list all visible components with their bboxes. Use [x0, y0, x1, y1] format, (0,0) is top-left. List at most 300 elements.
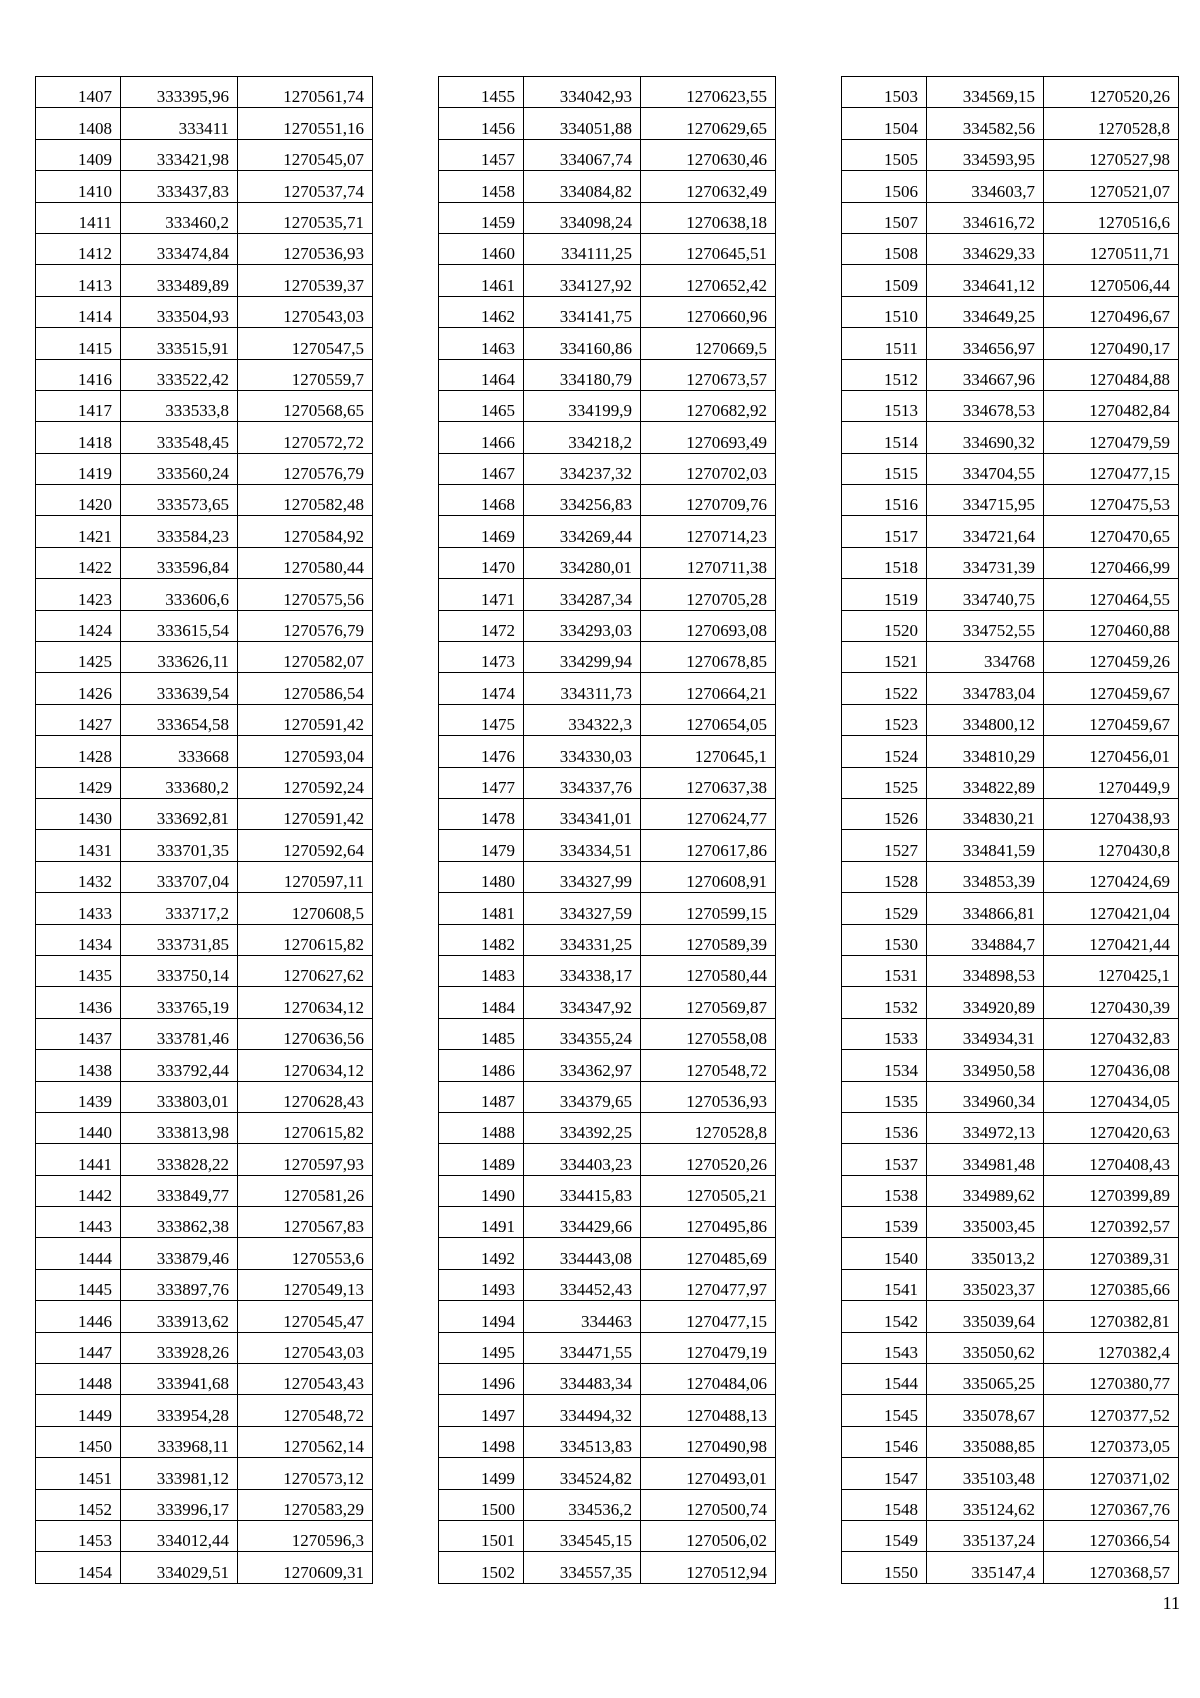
y-coordinate-cell: 1270634,12: [238, 1050, 373, 1081]
x-coordinate-cell: 334051,88: [524, 108, 641, 139]
y-coordinate-cell: 1270408,43: [1044, 1144, 1179, 1175]
x-coordinate-cell: 333928,26: [121, 1332, 238, 1363]
point-number-cell: 1435: [36, 955, 121, 986]
y-coordinate-cell: 1270673,57: [641, 359, 776, 390]
point-number-cell: 1536: [842, 1112, 927, 1143]
y-coordinate-cell: 1270466,99: [1044, 547, 1179, 578]
point-number-cell: 1421: [36, 516, 121, 547]
point-number-cell: 1436: [36, 987, 121, 1018]
point-number-cell: 1542: [842, 1301, 927, 1332]
y-coordinate-cell: 1270490,17: [1044, 328, 1179, 359]
table-row: [439, 830, 776, 861]
table-row: [439, 861, 776, 892]
point-number-cell: 1527: [842, 830, 927, 861]
table-row: [36, 1144, 373, 1175]
table-row: [36, 1426, 373, 1457]
x-coordinate-cell: 333395,96: [121, 77, 238, 108]
y-coordinate-cell: 1270484,06: [641, 1364, 776, 1395]
point-number-cell: 1444: [36, 1238, 121, 1269]
point-number-cell: 1482: [439, 924, 524, 955]
x-coordinate-cell: 334810,29: [927, 736, 1044, 767]
x-coordinate-cell: 334513,83: [524, 1426, 641, 1457]
y-coordinate-cell: 1270495,86: [641, 1207, 776, 1238]
y-coordinate-cell: 1270572,72: [238, 422, 373, 453]
table-row: [36, 1175, 373, 1206]
y-coordinate-cell: 1270592,24: [238, 767, 373, 798]
table-row: [36, 1489, 373, 1520]
y-coordinate-cell: 1270536,93: [238, 233, 373, 264]
table-row: [439, 202, 776, 233]
point-number-cell: 1503: [842, 77, 927, 108]
y-coordinate-cell: 1270382,4: [1044, 1332, 1179, 1363]
table-row: [36, 233, 373, 264]
table-row: [36, 798, 373, 829]
x-coordinate-cell: 334042,93: [524, 77, 641, 108]
coordinates-table-3: [841, 76, 1179, 1584]
x-coordinate-cell: 334199,9: [524, 390, 641, 421]
x-coordinate-cell: 334483,34: [524, 1364, 641, 1395]
x-coordinate-cell: 334415,83: [524, 1175, 641, 1206]
table-row: [36, 1238, 373, 1269]
y-coordinate-cell: 1270678,85: [641, 642, 776, 673]
point-number-cell: 1414: [36, 296, 121, 327]
x-coordinate-cell: 334471,55: [524, 1332, 641, 1363]
table-row: [439, 924, 776, 955]
table-row: [439, 579, 776, 610]
point-number-cell: 1430: [36, 798, 121, 829]
y-coordinate-cell: 1270389,31: [1044, 1238, 1179, 1269]
table-row: [842, 1207, 1179, 1238]
point-number-cell: 1535: [842, 1081, 927, 1112]
table-row: [439, 1395, 776, 1426]
point-number-cell: 1459: [439, 202, 524, 233]
x-coordinate-cell: 334337,76: [524, 767, 641, 798]
table-row: [842, 485, 1179, 516]
x-coordinate-cell: 335137,24: [927, 1520, 1044, 1551]
y-coordinate-cell: 1270586,54: [238, 673, 373, 704]
table-row: [842, 1081, 1179, 1112]
point-number-cell: 1460: [439, 233, 524, 264]
y-coordinate-cell: 1270576,79: [238, 453, 373, 484]
point-number-cell: 1449: [36, 1395, 121, 1426]
table-row: [36, 642, 373, 673]
y-coordinate-cell: 1270580,44: [641, 955, 776, 986]
table-row: [842, 296, 1179, 327]
y-coordinate-cell: 1270624,77: [641, 798, 776, 829]
y-coordinate-cell: 1270430,8: [1044, 830, 1179, 861]
x-coordinate-cell: 333474,84: [121, 233, 238, 264]
y-coordinate-cell: 1270420,63: [1044, 1112, 1179, 1143]
point-number-cell: 1480: [439, 861, 524, 892]
y-coordinate-cell: 1270506,44: [1044, 265, 1179, 296]
point-number-cell: 1427: [36, 704, 121, 735]
point-number-cell: 1514: [842, 422, 927, 453]
table-row: [842, 893, 1179, 924]
point-number-cell: 1446: [36, 1301, 121, 1332]
y-coordinate-cell: 1270711,38: [641, 547, 776, 578]
table-row: [439, 798, 776, 829]
table-row: [36, 139, 373, 170]
y-coordinate-cell: 1270477,97: [641, 1269, 776, 1300]
table-row: [36, 1018, 373, 1049]
table-row: [439, 1175, 776, 1206]
y-coordinate-cell: 1270528,8: [641, 1112, 776, 1143]
x-coordinate-cell: 334311,73: [524, 673, 641, 704]
x-coordinate-cell: 333731,85: [121, 924, 238, 955]
y-coordinate-cell: 1270548,72: [238, 1395, 373, 1426]
y-coordinate-cell: 1270617,86: [641, 830, 776, 861]
point-number-cell: 1540: [842, 1238, 927, 1269]
point-number-cell: 1475: [439, 704, 524, 735]
y-coordinate-cell: 1270475,53: [1044, 485, 1179, 516]
y-coordinate-cell: 1270430,39: [1044, 987, 1179, 1018]
y-coordinate-cell: 1270581,26: [238, 1175, 373, 1206]
table-row: [842, 1395, 1179, 1426]
y-coordinate-cell: 1270477,15: [1044, 453, 1179, 484]
x-coordinate-cell: 334494,32: [524, 1395, 641, 1426]
x-coordinate-cell: 334443,08: [524, 1238, 641, 1269]
table-row: [36, 328, 373, 359]
x-coordinate-cell: 334582,56: [927, 108, 1044, 139]
table-row: [36, 673, 373, 704]
point-number-cell: 1428: [36, 736, 121, 767]
point-number-cell: 1525: [842, 767, 927, 798]
y-coordinate-cell: 1270368,57: [1044, 1552, 1179, 1583]
point-number-cell: 1453: [36, 1520, 121, 1551]
table-row: [439, 547, 776, 578]
y-coordinate-cell: 1270609,31: [238, 1552, 373, 1583]
table-row: [439, 1520, 776, 1551]
table-row: [842, 233, 1179, 264]
y-coordinate-cell: 1270506,02: [641, 1520, 776, 1551]
y-coordinate-cell: 1270597,93: [238, 1144, 373, 1175]
y-coordinate-cell: 1270367,76: [1044, 1489, 1179, 1520]
x-coordinate-cell: 334355,24: [524, 1018, 641, 1049]
table-row: [842, 108, 1179, 139]
x-coordinate-cell: 333828,22: [121, 1144, 238, 1175]
point-number-cell: 1412: [36, 233, 121, 264]
x-coordinate-cell: 333639,54: [121, 673, 238, 704]
table-row: [842, 1050, 1179, 1081]
point-number-cell: 1505: [842, 139, 927, 170]
table-row: [36, 77, 373, 108]
x-coordinate-cell: 334678,53: [927, 390, 1044, 421]
y-coordinate-cell: 1270490,98: [641, 1426, 776, 1457]
y-coordinate-cell: 1270377,52: [1044, 1395, 1179, 1426]
point-number-cell: 1487: [439, 1081, 524, 1112]
y-coordinate-cell: 1270636,56: [238, 1018, 373, 1049]
y-coordinate-cell: 1270505,21: [641, 1175, 776, 1206]
point-number-cell: 1407: [36, 77, 121, 108]
y-coordinate-cell: 1270485,69: [641, 1238, 776, 1269]
table-row: [439, 1458, 776, 1489]
x-coordinate-cell: 334180,79: [524, 359, 641, 390]
table-row: [439, 1018, 776, 1049]
y-coordinate-cell: 1270460,88: [1044, 610, 1179, 641]
point-number-cell: 1493: [439, 1269, 524, 1300]
x-coordinate-cell: 333862,38: [121, 1207, 238, 1238]
y-coordinate-cell: 1270527,98: [1044, 139, 1179, 170]
y-coordinate-cell: 1270562,14: [238, 1426, 373, 1457]
point-number-cell: 1437: [36, 1018, 121, 1049]
table-row: [439, 1552, 776, 1583]
point-number-cell: 1415: [36, 328, 121, 359]
x-coordinate-cell: 335088,85: [927, 1426, 1044, 1457]
table-row: [439, 987, 776, 1018]
y-coordinate-cell: 1270434,05: [1044, 1081, 1179, 1112]
y-coordinate-cell: 1270366,54: [1044, 1520, 1179, 1551]
x-coordinate-cell: 334783,04: [927, 673, 1044, 704]
point-number-cell: 1539: [842, 1207, 927, 1238]
x-coordinate-cell: 334866,81: [927, 893, 1044, 924]
table-row: [36, 265, 373, 296]
y-coordinate-cell: 1270500,74: [641, 1489, 776, 1520]
y-coordinate-cell: 1270512,94: [641, 1552, 776, 1583]
x-coordinate-cell: 333781,46: [121, 1018, 238, 1049]
point-number-cell: 1529: [842, 893, 927, 924]
point-number-cell: 1517: [842, 516, 927, 547]
point-number-cell: 1491: [439, 1207, 524, 1238]
table-row: [439, 1269, 776, 1300]
table-row: [439, 1489, 776, 1520]
table-row: [36, 202, 373, 233]
y-coordinate-cell: 1270597,11: [238, 861, 373, 892]
point-number-cell: 1549: [842, 1520, 927, 1551]
point-number-cell: 1534: [842, 1050, 927, 1081]
y-coordinate-cell: 1270425,1: [1044, 955, 1179, 986]
point-number-cell: 1477: [439, 767, 524, 798]
table-row: [36, 955, 373, 986]
x-coordinate-cell: 334327,99: [524, 861, 641, 892]
table-row: [36, 1081, 373, 1112]
table-row: [439, 642, 776, 673]
y-coordinate-cell: 1270382,81: [1044, 1301, 1179, 1332]
table-row: [842, 1269, 1179, 1300]
point-number-cell: 1424: [36, 610, 121, 641]
table-row: [36, 108, 373, 139]
point-number-cell: 1411: [36, 202, 121, 233]
y-coordinate-cell: 1270436,08: [1044, 1050, 1179, 1081]
x-coordinate-cell: 333668: [121, 736, 238, 767]
y-coordinate-cell: 1270464,55: [1044, 579, 1179, 610]
point-number-cell: 1543: [842, 1332, 927, 1363]
point-number-cell: 1445: [36, 1269, 121, 1300]
table-row: [36, 1112, 373, 1143]
point-number-cell: 1533: [842, 1018, 927, 1049]
point-number-cell: 1506: [842, 171, 927, 202]
table-row: [36, 830, 373, 861]
point-number-cell: 1497: [439, 1395, 524, 1426]
y-coordinate-cell: 1270569,87: [641, 987, 776, 1018]
x-coordinate-cell: 333717,2: [121, 893, 238, 924]
y-coordinate-cell: 1270535,71: [238, 202, 373, 233]
x-coordinate-cell: 335013,2: [927, 1238, 1044, 1269]
x-coordinate-cell: 334656,97: [927, 328, 1044, 359]
table-row: [36, 893, 373, 924]
x-coordinate-cell: 333411: [121, 108, 238, 139]
table-row: [36, 1458, 373, 1489]
table-row: [36, 1207, 373, 1238]
table-row: [842, 139, 1179, 170]
x-coordinate-cell: 334649,25: [927, 296, 1044, 327]
y-coordinate-cell: 1270543,03: [238, 1332, 373, 1363]
point-number-cell: 1495: [439, 1332, 524, 1363]
point-number-cell: 1524: [842, 736, 927, 767]
point-number-cell: 1422: [36, 547, 121, 578]
x-coordinate-cell: 333489,89: [121, 265, 238, 296]
y-coordinate-cell: 1270521,07: [1044, 171, 1179, 202]
point-number-cell: 1462: [439, 296, 524, 327]
y-coordinate-cell: 1270548,72: [641, 1050, 776, 1081]
table-row: [439, 265, 776, 296]
table-row: [842, 547, 1179, 578]
x-coordinate-cell: 333707,04: [121, 861, 238, 892]
x-coordinate-cell: 334098,24: [524, 202, 641, 233]
y-coordinate-cell: 1270482,84: [1044, 390, 1179, 421]
x-coordinate-cell: 334330,03: [524, 736, 641, 767]
x-coordinate-cell: 335039,64: [927, 1301, 1044, 1332]
y-coordinate-cell: 1270545,47: [238, 1301, 373, 1332]
table-row: [842, 1364, 1179, 1395]
table-row: [842, 861, 1179, 892]
x-coordinate-cell: 334690,32: [927, 422, 1044, 453]
x-coordinate-cell: 334111,25: [524, 233, 641, 264]
table-row: [36, 1364, 373, 1395]
point-number-cell: 1498: [439, 1426, 524, 1457]
table-row: [36, 579, 373, 610]
point-number-cell: 1489: [439, 1144, 524, 1175]
x-coordinate-cell: 333421,98: [121, 139, 238, 170]
point-number-cell: 1443: [36, 1207, 121, 1238]
x-coordinate-cell: 334616,72: [927, 202, 1044, 233]
y-coordinate-cell: 1270593,04: [238, 736, 373, 767]
y-coordinate-cell: 1270660,96: [641, 296, 776, 327]
x-coordinate-cell: 333680,2: [121, 767, 238, 798]
point-number-cell: 1419: [36, 453, 121, 484]
table-row: [439, 108, 776, 139]
table-row: [439, 1332, 776, 1363]
y-coordinate-cell: 1270438,93: [1044, 798, 1179, 829]
x-coordinate-cell: 333701,35: [121, 830, 238, 861]
table-row: [36, 767, 373, 798]
point-number-cell: 1486: [439, 1050, 524, 1081]
table-row: [439, 1050, 776, 1081]
table-row: [842, 328, 1179, 359]
point-number-cell: 1516: [842, 485, 927, 516]
y-coordinate-cell: 1270371,02: [1044, 1458, 1179, 1489]
y-coordinate-cell: 1270599,15: [641, 893, 776, 924]
table-row: [842, 1458, 1179, 1489]
y-coordinate-cell: 1270470,65: [1044, 516, 1179, 547]
x-coordinate-cell: 333437,83: [121, 171, 238, 202]
y-coordinate-cell: 1270479,19: [641, 1332, 776, 1363]
point-number-cell: 1473: [439, 642, 524, 673]
table-row: [439, 1364, 776, 1395]
x-coordinate-cell: 333615,54: [121, 610, 238, 641]
x-coordinate-cell: 334327,59: [524, 893, 641, 924]
table-row: [842, 453, 1179, 484]
y-coordinate-cell: 1270705,28: [641, 579, 776, 610]
x-coordinate-cell: 334898,53: [927, 955, 1044, 986]
y-coordinate-cell: 1270608,91: [641, 861, 776, 892]
table-row: [842, 1520, 1179, 1551]
point-number-cell: 1468: [439, 485, 524, 516]
point-number-cell: 1504: [842, 108, 927, 139]
point-number-cell: 1413: [36, 265, 121, 296]
y-coordinate-cell: 1270539,37: [238, 265, 373, 296]
point-number-cell: 1532: [842, 987, 927, 1018]
point-number-cell: 1432: [36, 861, 121, 892]
y-coordinate-cell: 1270477,15: [641, 1301, 776, 1332]
table-row: [439, 736, 776, 767]
x-coordinate-cell: 334160,86: [524, 328, 641, 359]
table-row: [842, 77, 1179, 108]
table-row: [842, 1144, 1179, 1175]
table-row: [439, 139, 776, 170]
table-row: [36, 924, 373, 955]
x-coordinate-cell: 334641,12: [927, 265, 1044, 296]
y-coordinate-cell: 1270545,07: [238, 139, 373, 170]
point-number-cell: 1518: [842, 547, 927, 578]
x-coordinate-cell: 334768: [927, 642, 1044, 673]
point-number-cell: 1448: [36, 1364, 121, 1395]
x-coordinate-cell: 335078,67: [927, 1395, 1044, 1426]
y-coordinate-cell: 1270459,67: [1044, 704, 1179, 735]
point-number-cell: 1452: [36, 1489, 121, 1520]
point-number-cell: 1458: [439, 171, 524, 202]
x-coordinate-cell: 334067,74: [524, 139, 641, 170]
table-row: [842, 767, 1179, 798]
y-coordinate-cell: 1270511,71: [1044, 233, 1179, 264]
x-coordinate-cell: 334524,82: [524, 1458, 641, 1489]
table-row: [842, 579, 1179, 610]
x-coordinate-cell: 333596,84: [121, 547, 238, 578]
x-coordinate-cell: 334322,3: [524, 704, 641, 735]
y-coordinate-cell: 1270456,01: [1044, 736, 1179, 767]
table-row: [439, 1144, 776, 1175]
table-row: [439, 955, 776, 986]
x-coordinate-cell: 334800,12: [927, 704, 1044, 735]
point-number-cell: 1541: [842, 1269, 927, 1300]
table-row: [842, 1018, 1179, 1049]
table-row: [439, 422, 776, 453]
x-coordinate-cell: 333996,17: [121, 1489, 238, 1520]
x-coordinate-cell: 334338,17: [524, 955, 641, 986]
x-coordinate-cell: 334403,23: [524, 1144, 641, 1175]
y-coordinate-cell: 1270575,56: [238, 579, 373, 610]
y-coordinate-cell: 1270637,38: [641, 767, 776, 798]
x-coordinate-cell: 334237,32: [524, 453, 641, 484]
point-number-cell: 1492: [439, 1238, 524, 1269]
y-coordinate-cell: 1270693,49: [641, 422, 776, 453]
table-row: [36, 1269, 373, 1300]
x-coordinate-cell: 334721,64: [927, 516, 1044, 547]
x-coordinate-cell: 334012,44: [121, 1520, 238, 1551]
table-row: [439, 610, 776, 641]
point-number-cell: 1447: [36, 1332, 121, 1363]
table-row: [36, 1301, 373, 1332]
point-number-cell: 1464: [439, 359, 524, 390]
table-row: [36, 453, 373, 484]
point-number-cell: 1507: [842, 202, 927, 233]
point-number-cell: 1545: [842, 1395, 927, 1426]
y-coordinate-cell: 1270702,03: [641, 453, 776, 484]
x-coordinate-cell: 335103,48: [927, 1458, 1044, 1489]
x-coordinate-cell: 334934,31: [927, 1018, 1044, 1049]
x-coordinate-cell: 334463: [524, 1301, 641, 1332]
y-coordinate-cell: 1270459,67: [1044, 673, 1179, 704]
table-row: [842, 1332, 1179, 1363]
